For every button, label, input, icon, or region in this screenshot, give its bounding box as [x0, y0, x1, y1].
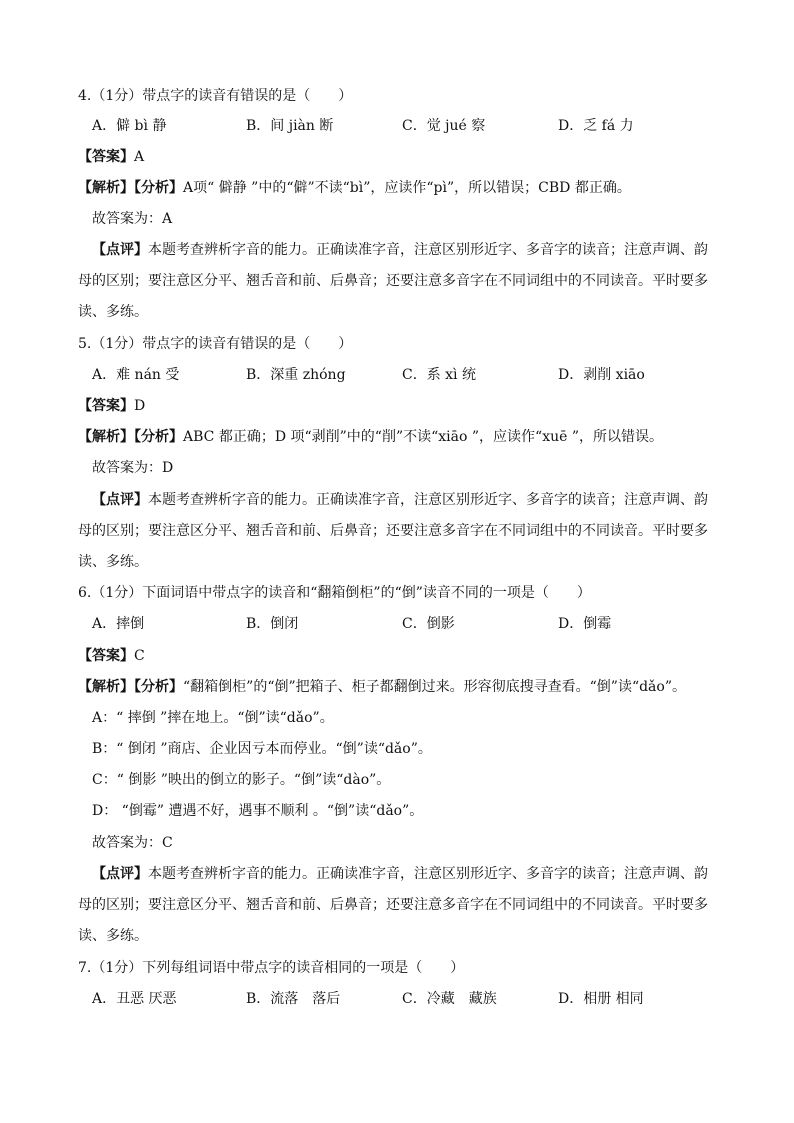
q6-explain-d: D： “倒霉” 遭遇不好，遇事不顺利 。“倒”读“dǎo”。 [92, 803, 424, 819]
q6-explain-b: B：“ 倒闭 ”商店、企业因亏本而停业。“倒”读“dǎo”。 [92, 741, 432, 757]
q4-analysis [78, 178, 631, 198]
q4-conclusion: 故答案为：A [92, 211, 173, 227]
q5-comment-line-3: 读、多练。 [78, 554, 148, 570]
answer-value: C [134, 648, 145, 664]
answer-value: A [134, 149, 145, 165]
answer-label: 【答案】 [78, 149, 134, 165]
q6-comment [92, 864, 708, 884]
q6-analysis [78, 677, 686, 697]
q6-comment-line-2: 母的区别；要注意区分平、翘舌音和前、后鼻音；还要注意多音字在不同词组中的不同读音。平时要多 [78, 897, 708, 913]
q5-conclusion: 故答案为：D [92, 460, 174, 476]
q7-option-c: C．冷藏 藏族 [402, 991, 497, 1007]
q6-comment-line-3: 读、多练。 [78, 928, 148, 944]
q5-answer [78, 396, 145, 416]
q7-option-a: A．丑恶 厌恶 [92, 991, 177, 1007]
q5-option-b: B．深重 zhóng [246, 367, 346, 383]
q5-option-d: D．剥削 xiāo [558, 367, 645, 383]
q4-comment-line-2: 母的区别；要注意区分平、翘舌音和前、后鼻音；还要注意多音字在不同词组中的不同读音。平时要多 [78, 273, 708, 289]
q6-stem: 6.（1分）下面词语中带点字的读音和“翻箱倒柜”的“倒”读音不同的一项是（ ） [78, 585, 591, 601]
comment-text: 本题考查辨析字音的能力。正确读准字音，注意区别形近字、多音字的读音；注意声调、韵 [148, 242, 708, 258]
q4-stem: 4.（1分）带点字的读音有错误的是（ ） [78, 88, 353, 104]
analysis-label: 【解析】【分析】 [78, 429, 183, 445]
q6-answer [78, 646, 145, 666]
comment-text: 本题考查辨析字音的能力。正确读准字音，注意区别形近字、多音字的读音；注意声调、韵 [148, 866, 708, 882]
q6-option-c: C．倒影 [402, 616, 455, 632]
q5-option-a: A．难 nán 受 [92, 367, 180, 383]
q4-option-b: B．间 jiàn 断 [246, 118, 334, 134]
q7-option-d: D．相册 相同 [558, 991, 644, 1007]
q6-option-d: D．倒霉 [558, 616, 612, 632]
analysis-text: A项“ 僻静 ”中的“僻”不读“bì”，应读作“pì”，所以错误；CBD 都正确。 [183, 180, 631, 196]
analysis-label: 【解析】【分析】 [78, 180, 183, 196]
q4-answer [78, 147, 144, 167]
comment-text: 本题考查辨析字音的能力。正确读准字音，注意区别形近字、多音字的读音；注意声调、韵 [148, 492, 708, 508]
q4-comment [92, 240, 708, 260]
q5-comment-line-2: 母的区别；要注意区分平、翘舌音和前、后鼻音；还要注意多音字在不同词组中的不同读音。平时要多 [78, 523, 708, 539]
analysis-text: ABC 都正确；D 项“剥削”中的“削”不读“xiāo ”，应读作“xuē ”，所以错误。 [183, 429, 663, 445]
q4-comment-line-3: 读、多练。 [78, 304, 148, 320]
q5-stem: 5.（1分）带点字的读音有错误的是（ ） [78, 336, 353, 352]
analysis-label: 【解析】【分析】 [78, 679, 183, 695]
answer-label: 【答案】 [78, 398, 134, 414]
comment-label: 【点评】 [92, 866, 148, 882]
q6-explain-a: A：“ 摔倒 ”摔在地上。“倒”读“dǎo”。 [92, 710, 334, 726]
q5-option-c: C．系 xì 统 [402, 367, 476, 383]
answer-value: D [134, 398, 146, 414]
q5-comment [92, 490, 708, 510]
q4-option-d: D．乏 fá 力 [558, 118, 634, 134]
q7-stem: 7.（1分）下列每组词语中带点字的读音相同的一项是（ ） [78, 960, 465, 976]
comment-label: 【点评】 [92, 492, 148, 508]
q4-option-a: A．僻 bì 静 [92, 118, 167, 134]
q6-option-a: A．摔倒 [92, 616, 145, 632]
q6-option-b: B．倒闭 [246, 616, 299, 632]
comment-label: 【点评】 [92, 242, 148, 258]
q6-explain-c: C：“ 倒影 ”映出的倒立的影子。“倒”读“dào”。 [92, 772, 391, 788]
q6-conclusion: 故答案为：C [92, 835, 173, 851]
q4-option-c: C．觉 jué 察 [402, 118, 486, 134]
analysis-text: “翻箱倒柜”的“倒”把箱子、柜子都翻倒过来。形容彻底搜寻查看。“倒”读“dǎo”。 [183, 679, 686, 695]
q7-option-b: B．流落 落后 [246, 991, 341, 1007]
q5-analysis [78, 427, 663, 447]
answer-label: 【答案】 [78, 648, 134, 664]
